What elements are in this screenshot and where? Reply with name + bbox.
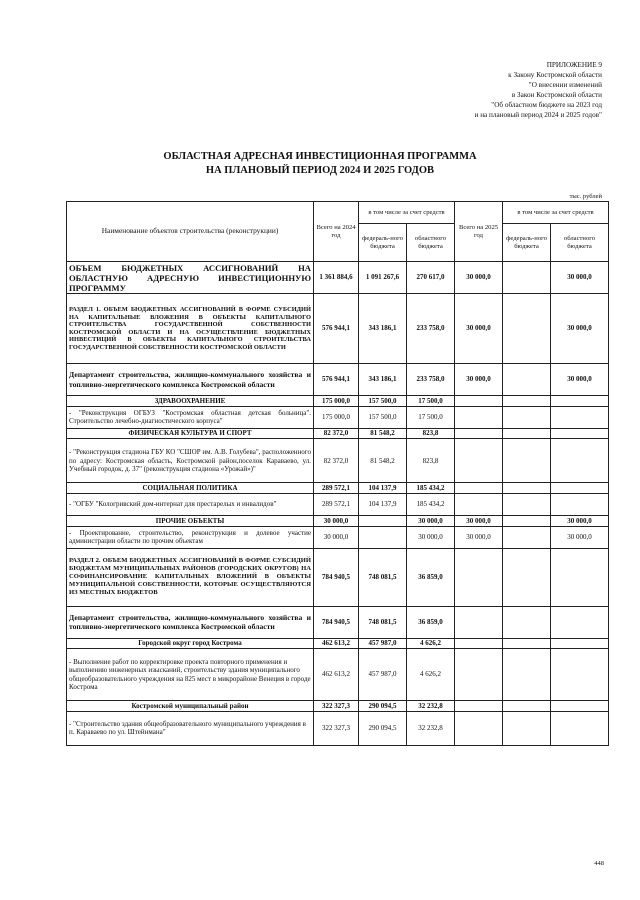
cell-regional-2024: 4 626,2 — [407, 649, 455, 701]
row-name: ФИЗИЧЕСКАЯ КУЛЬТУРА И СПОРТ — [67, 428, 314, 439]
cell-federal-2024 — [359, 515, 407, 526]
cell-total-2024: 576 944,1 — [314, 294, 359, 364]
cell-federal-2025 — [503, 294, 551, 364]
page-number: 448 — [594, 860, 604, 867]
cell-federal-2024: 81 548,2 — [359, 428, 407, 439]
header-regional-2024: областного бюджета — [407, 224, 455, 262]
row-name: Костромской муниципальный район — [67, 701, 314, 712]
header-federal-2024: федераль-ного бюджета — [359, 224, 407, 262]
title-line-2: НА ПЛАНОВЫЙ ПЕРИОД 2024 И 2025 ГОДОВ — [205, 165, 435, 176]
cell-total-2025 — [455, 711, 503, 745]
appendix-line: и на плановый период 2024 и 2025 годов" — [474, 111, 602, 119]
table-row — [67, 638, 609, 649]
cell-total-2024: 462 613,2 — [314, 638, 359, 649]
table-row — [67, 711, 609, 745]
table-row — [67, 294, 609, 364]
table-row — [67, 396, 609, 407]
cell-regional-2024: 36 859,0 — [407, 548, 455, 606]
cell-regional-2025 — [551, 711, 609, 745]
cell-regional-2025 — [551, 701, 609, 712]
cell-federal-2024: 157 500,0 — [359, 406, 407, 428]
row-name: - "Строительство здания общеобразовательного муниципального учреждения в п. Караваево по ул. Штейнмана" — [67, 711, 314, 745]
cell-federal-2025 — [503, 364, 551, 396]
cell-regional-2024: 17 500,0 — [407, 396, 455, 407]
cell-regional-2025: 30 000,0 — [551, 262, 609, 294]
cell-regional-2025 — [551, 606, 609, 638]
header-total-2025: Всего на 2025 год — [455, 202, 503, 262]
cell-regional-2024: 270 617,0 — [407, 262, 455, 294]
header-including-2025: в том числе за счет средств — [503, 202, 609, 224]
cell-total-2025 — [455, 701, 503, 712]
table-row — [67, 364, 609, 396]
cell-regional-2024: 823,8 — [407, 439, 455, 483]
title-line-1: ОБЛАСТНАЯ АДРЕСНАЯ ИНВЕСТИЦИОННАЯ ПРОГРАММА — [163, 151, 477, 162]
cell-total-2024: 576 944,1 — [314, 364, 359, 396]
appendix-line: к Закону Костромской области — [508, 71, 602, 79]
cell-federal-2025 — [503, 493, 551, 515]
cell-regional-2024: 823,8 — [407, 428, 455, 439]
table-row — [67, 439, 609, 483]
cell-total-2024: 82 372,0 — [314, 428, 359, 439]
cell-total-2025: 30 000,0 — [455, 364, 503, 396]
cell-regional-2024: 17 500,0 — [407, 406, 455, 428]
cell-federal-2024: 748 081,5 — [359, 548, 407, 606]
cell-regional-2025 — [551, 406, 609, 428]
row-name: ЗДРАВООХРАНЕНИЕ — [67, 396, 314, 407]
cell-federal-2024: 343 186,1 — [359, 294, 407, 364]
cell-regional-2024: 4 626,2 — [407, 638, 455, 649]
row-name: - "Реконструкция стадиона ГБУ КО "СШОР им. А.В. Голубева", расположенного по адресу: Костромская область, Костромской район,поселок Караваево, ул. Учебный городок, д. 37" (реконструкция стадиона «Урожай»)" — [67, 439, 314, 483]
cell-regional-2025 — [551, 493, 609, 515]
cell-regional-2025: 30 000,0 — [551, 294, 609, 364]
table-row — [67, 515, 609, 526]
row-name: РАЗДЕЛ 2. ОБЪЕМ БЮДЖЕТНЫХ АССИГНОВАНИЙ В ФОРМЕ СУБСИДИЙ БЮДЖЕТАМ МУНИЦИПАЛЬНЫХ РАЙОНОВ (ГОРОДСКИХ ОКРУГОВ) НА СОФИНАНСИРОВАНИЕ КАПИТАЛЬНЫХ ВЛОЖЕНИЙ В ОБЪЕКТЫ МУНИЦИПАЛЬНОЙ СОБСТВЕННОСТИ, КОТОРЫЕ ОСУЩЕСТВЛЯЮТСЯ ИЗ МЕСТНЫХ БЮДЖЕТОВ — [67, 548, 314, 606]
cell-federal-2024: 343 186,1 — [359, 364, 407, 396]
cell-total-2024: 289 572,1 — [314, 493, 359, 515]
row-name: - "ОГБУ "Кологривский дом-интернат для престарелых и инвалидов" — [67, 493, 314, 515]
cell-federal-2024: 157 500,0 — [359, 396, 407, 407]
cell-regional-2025 — [551, 649, 609, 701]
cell-federal-2024: 290 094,5 — [359, 701, 407, 712]
cell-total-2025 — [455, 649, 503, 701]
table-header — [67, 202, 609, 262]
row-name: - Проектирование, строительство, реконструкция и долевое участие администрации области по прочим объектам — [67, 526, 314, 548]
cell-total-2024: 784 940,5 — [314, 606, 359, 638]
cell-regional-2024: 233 758,0 — [407, 294, 455, 364]
cell-federal-2025 — [503, 396, 551, 407]
cell-federal-2025 — [503, 701, 551, 712]
header-regional-2025: областного бюджета — [551, 224, 609, 262]
cell-total-2025 — [455, 428, 503, 439]
cell-regional-2024: 185 434,2 — [407, 483, 455, 494]
investment-program-table — [66, 201, 609, 746]
cell-total-2025: 30 000,0 — [455, 515, 503, 526]
cell-regional-2025 — [551, 439, 609, 483]
header-federal-2025: федераль-ного бюджета — [503, 224, 551, 262]
cell-federal-2024: 104 137,9 — [359, 483, 407, 494]
cell-total-2025 — [455, 606, 503, 638]
cell-total-2024: 322 327,3 — [314, 701, 359, 712]
cell-federal-2025 — [503, 262, 551, 294]
cell-federal-2025 — [503, 439, 551, 483]
cell-federal-2025 — [503, 548, 551, 606]
cell-total-2025 — [455, 493, 503, 515]
cell-federal-2025 — [503, 526, 551, 548]
cell-regional-2025 — [551, 638, 609, 649]
table-row — [67, 483, 609, 494]
row-name: РАЗДЕЛ 1. ОБЪЕМ БЮДЖЕТНЫХ АССИГНОВАНИЙ В ФОРМЕ СУБСИДИЙ НА КАПИТАЛЬНЫЕ ВЛОЖЕНИЯ В ОБЪЕКТЫ КАПИТАЛЬНОГО СТРОИТЕЛЬСТВА ГОСУДАРСТВЕННОЙ СОБСТВЕННОСТИ КОСТРОМСКОЙ ОБЛАСТИ И НА ОСУЩЕСТВЛЕНИЕ БЮДЖЕТНЫХ ИНВЕСТИЦИЙ В ОБЪЕКТЫ КАПИТАЛЬНОГО СТРОИТЕЛЬСТВА ГОСУДАРСТВЕННОЙ СОБСТВЕННОСТИ КОСТРОМСКОЙ ОБЛАСТИ — [67, 294, 314, 364]
cell-federal-2024: 457 987,0 — [359, 638, 407, 649]
cell-regional-2024: 233 758,0 — [407, 364, 455, 396]
cell-federal-2024: 81 548,2 — [359, 439, 407, 483]
cell-total-2025: 30 000,0 — [455, 526, 503, 548]
cell-federal-2024 — [359, 526, 407, 548]
cell-total-2024: 462 613,2 — [314, 649, 359, 701]
cell-total-2024: 784 940,5 — [314, 548, 359, 606]
row-name: Департамент строительства, жилищно-коммунального хозяйства и топливно-энергетического комплекса Костромской области — [67, 364, 314, 396]
cell-regional-2025: 30 000,0 — [551, 364, 609, 396]
cell-federal-2025 — [503, 483, 551, 494]
table-body — [67, 262, 609, 746]
row-name: - Выполнение работ по корректировке проекта повторного применения и выполнению инженерных изысканий, строительству здания муниципального общеобразовательного учреждения на 825 мест в микрорайоне Венеция в городе Кострома — [67, 649, 314, 701]
cell-federal-2025 — [503, 638, 551, 649]
cell-total-2024: 30 000,0 — [314, 526, 359, 548]
units-label: тыс. рублей — [569, 193, 602, 200]
cell-total-2024: 322 327,3 — [314, 711, 359, 745]
cell-regional-2025 — [551, 483, 609, 494]
cell-total-2024: 1 361 884,6 — [314, 262, 359, 294]
cell-federal-2025 — [503, 711, 551, 745]
cell-regional-2024: 30 000,0 — [407, 515, 455, 526]
cell-federal-2025 — [503, 406, 551, 428]
header-name: Наименование объектов строительства (реконструкции) — [67, 202, 314, 262]
cell-total-2025 — [455, 483, 503, 494]
row-name: ПРОЧИЕ ОБЪЕКТЫ — [67, 515, 314, 526]
cell-federal-2025 — [503, 606, 551, 638]
header-total-2024: Всего на 2024 год — [314, 202, 359, 262]
appendix-line: в Закон Костромской области — [511, 91, 602, 99]
document-title — [0, 150, 640, 178]
cell-federal-2024: 290 094,5 — [359, 711, 407, 745]
cell-regional-2025 — [551, 548, 609, 606]
appendix-line: ПРИЛОЖЕНИЕ 9 — [546, 61, 602, 69]
cell-total-2025 — [455, 638, 503, 649]
cell-regional-2024: 185 434,2 — [407, 493, 455, 515]
cell-federal-2025 — [503, 428, 551, 439]
header-including-2024: в том числе за счет средств — [359, 202, 455, 224]
cell-regional-2025 — [551, 396, 609, 407]
cell-federal-2024: 104 137,9 — [359, 493, 407, 515]
cell-total-2024: 175 000,0 — [314, 406, 359, 428]
cell-regional-2024: 36 859,0 — [407, 606, 455, 638]
table-row — [67, 493, 609, 515]
table-row — [67, 649, 609, 701]
cell-regional-2025: 30 000,0 — [551, 515, 609, 526]
appendix-line: "Об областном бюджете на 2023 год — [491, 101, 602, 109]
table-row — [67, 428, 609, 439]
cell-federal-2025 — [503, 515, 551, 526]
table-row — [67, 606, 609, 638]
cell-federal-2025 — [503, 649, 551, 701]
cell-total-2025 — [455, 406, 503, 428]
table-row — [67, 526, 609, 548]
table-row — [67, 262, 609, 294]
table-row — [67, 701, 609, 712]
cell-total-2025: 30 000,0 — [455, 262, 503, 294]
cell-regional-2024: 32 232,8 — [407, 701, 455, 712]
cell-regional-2025 — [551, 428, 609, 439]
cell-total-2024: 289 572,1 — [314, 483, 359, 494]
cell-total-2024: 30 000,0 — [314, 515, 359, 526]
cell-total-2024: 175 000,0 — [314, 396, 359, 407]
cell-total-2025: 30 000,0 — [455, 294, 503, 364]
table-row — [67, 406, 609, 428]
cell-regional-2024: 30 000,0 — [407, 526, 455, 548]
row-name: Городской округ город Кострома — [67, 638, 314, 649]
cell-total-2025 — [455, 396, 503, 407]
row-name: - "Реконструкция ОГБУЗ "Костромская областная детская больница". Строительство лечебно-диагностического корпуса" — [67, 406, 314, 428]
cell-total-2025 — [455, 439, 503, 483]
cell-total-2025 — [455, 548, 503, 606]
cell-regional-2025: 30 000,0 — [551, 526, 609, 548]
appendix-block — [372, 60, 602, 120]
cell-regional-2024: 32 232,8 — [407, 711, 455, 745]
row-name: СОЦИАЛЬНАЯ ПОЛИТИКА — [67, 483, 314, 494]
cell-federal-2024: 457 987,0 — [359, 649, 407, 701]
cell-federal-2024: 1 091 267,6 — [359, 262, 407, 294]
cell-federal-2024: 748 081,5 — [359, 606, 407, 638]
row-name: ОБЪЕМ БЮДЖЕТНЫХ АССИГНОВАНИЙ НА ОБЛАСТНУЮ АДРЕСНУЮ ИНВЕСТИЦИОННУЮ ПРОГРАММУ — [67, 262, 314, 294]
row-name: Департамент строительства, жилищно-коммунального хозяйства и топливно-энергетического комплекса Костромской области — [67, 606, 314, 638]
cell-total-2024: 82 372,0 — [314, 439, 359, 483]
appendix-line: "О внесении изменений — [528, 81, 602, 89]
table-row — [67, 548, 609, 606]
